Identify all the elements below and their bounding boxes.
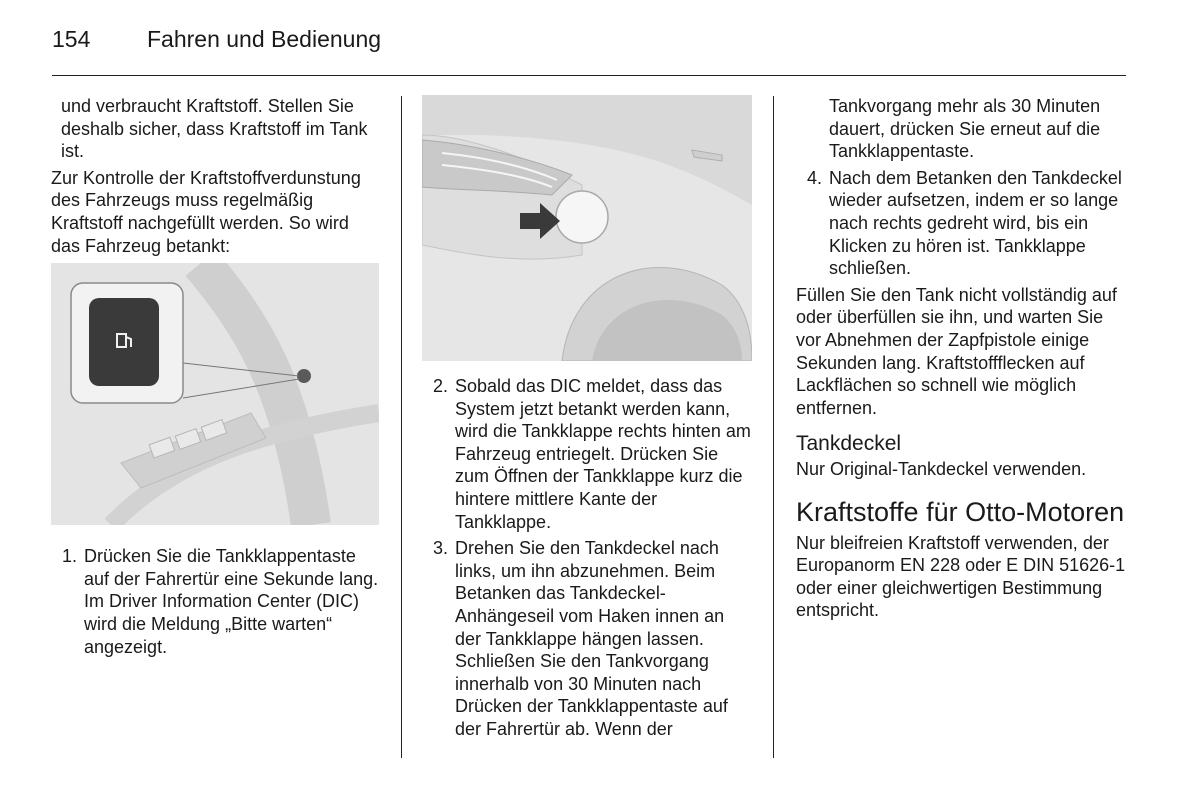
step-1 bbox=[51, 545, 381, 658]
column-divider bbox=[401, 96, 402, 758]
door-panel-illustration bbox=[51, 263, 379, 525]
step-2 bbox=[422, 375, 754, 533]
step-number: 1. bbox=[62, 546, 78, 567]
step-number: 2. bbox=[433, 376, 449, 396]
vehicle-rear-illustration bbox=[422, 95, 752, 361]
section-heading: Kraftstoffe für Otto-Motoren bbox=[796, 496, 1125, 527]
page-title: Fahren und Bedienung bbox=[147, 26, 382, 52]
step-number: 4. bbox=[807, 167, 823, 188]
header-rule bbox=[52, 75, 1126, 76]
step-3 bbox=[422, 537, 754, 740]
step-text: Drücken Sie die Tankklappentaste auf der Fahrertür eine Sekunde lang. Im Driver Information Center (DIC) wird die Meldung „Bitte warten“ angezeigt. bbox=[84, 546, 379, 657]
paragraph: Nur Original-Tankdeckel verwenden. bbox=[796, 458, 1087, 479]
figure-fuel-door-button bbox=[51, 263, 379, 525]
step-4 bbox=[796, 167, 1128, 280]
column-2 bbox=[422, 95, 754, 745]
step-text: Drehen Sie den Tankdeckel nach links, um ihn abzunehmen. Beim Betanken das Tankdeckel-Anhängeseil vom Haken innen an der Tankklappe hängen lassen. Schließen Sie den Tankvorgang innerhalb von 30 Minuten nach Drücken der Tankklappentaste auf der Fahrertür ab. Wenn der bbox=[455, 538, 728, 739]
paragraph: Zur Kontrolle der Kraftstoffverdunstung des Fahrzeugs muss regelmäßig Kraftstoff nachgefüllt werden. So wird das Fahrzeug betankt: bbox=[51, 167, 361, 256]
section-heading: Tankdeckel bbox=[796, 432, 902, 456]
step-text: Sobald das DIC meldet, dass das System jetzt betankt werden kann, wird die Tankklappe rechts hinten am Fahrzeug entriegelt. Drücken Sie zum Öffnen der Tankklappe kurz die hintere mittlere Kante der Tankklappe. bbox=[455, 376, 751, 532]
column-divider bbox=[773, 96, 774, 758]
column-3 bbox=[796, 95, 1128, 626]
step-3-continuation: Tankvorgang mehr als 30 Minuten dauert, drücken Sie erneut auf die Tankklappentaste. bbox=[829, 96, 1101, 162]
column-1 bbox=[51, 95, 381, 662]
paragraph: Füllen Sie den Tank nicht vollständig auf oder überfüllen sie ihn, und warten Sie vor Abnehmen der Zapfpistole einige Sekunden lang. Kraftstoffflecken auf Lackflächen so schnell wie möglich entfernen. bbox=[796, 284, 1117, 418]
step-text: Nach dem Betanken den Tankdeckel wieder aufsetzen, indem er so lange nach rechts gedreht wird, bis ein Klicken zu hören ist. Tankklappe schließen. bbox=[829, 167, 1122, 279]
figure-fuel-door-location bbox=[422, 95, 752, 361]
paragraph: und verbraucht Kraftstoff. Stellen Sie deshalb sicher, dass Kraftstoff im Tank ist. bbox=[61, 96, 368, 162]
paragraph: Nur bleifreien Kraftstoff verwenden, der Europanorm EN 228 oder E DIN 51626-1 oder einer gleichwertigen Bestimmung entspricht. bbox=[796, 532, 1126, 621]
step-number: 3. bbox=[433, 538, 449, 559]
page-number: 154 bbox=[52, 26, 91, 52]
